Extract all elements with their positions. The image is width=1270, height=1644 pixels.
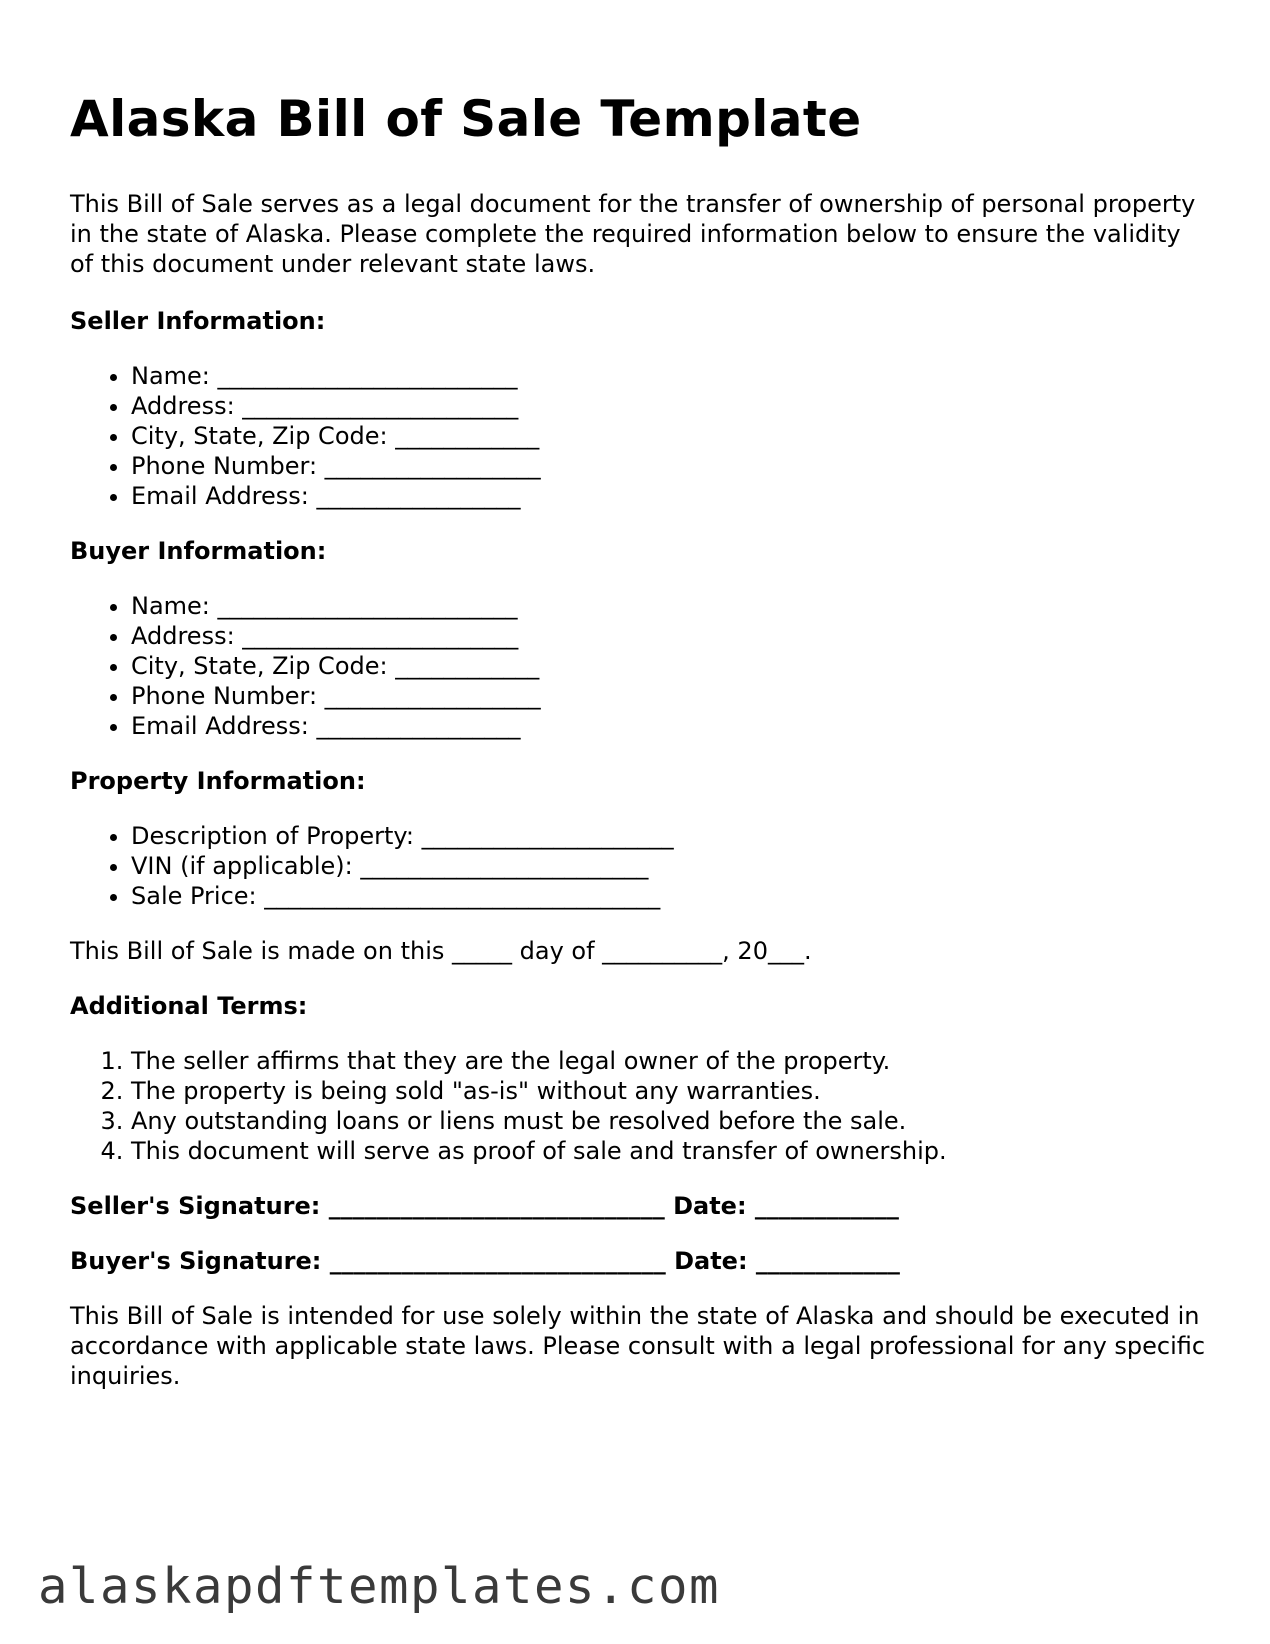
seller-phone-field: • Phone Number: __________________ bbox=[131, 451, 1210, 481]
buyer-email-field: • Email Address: _________________ bbox=[131, 711, 1210, 741]
buyer-section-heading: Buyer Information: bbox=[70, 537, 327, 565]
property-sale-price-field: • Sale Price: _________________________________ bbox=[131, 881, 1210, 911]
buyer-info-list bbox=[70, 591, 1210, 741]
seller-section-heading: Seller Information: bbox=[70, 307, 326, 335]
buyer-signature-line: Buyer's Signature: ____________________________ Date: ____________ bbox=[70, 1247, 900, 1275]
seller-info-list bbox=[70, 361, 1210, 511]
seller-email-field: • Email Address: _________________ bbox=[131, 481, 1210, 511]
buyer-name-field: • Name: _________________________ bbox=[131, 591, 1210, 621]
seller-city-state-zip-field: • City, State, Zip Code: ____________ bbox=[131, 421, 1210, 451]
page-title: Alaska Bill of Sale Template bbox=[70, 90, 862, 148]
footer-paragraph: This Bill of Sale is intended for use solely within the state of Alaska and should be executed in accordance with applicable state laws. Please consult with a legal professional for any specific inquiries. bbox=[70, 1302, 1206, 1390]
terms-list bbox=[70, 1046, 1210, 1166]
seller-name-field: • Name: _________________________ bbox=[131, 361, 1210, 391]
term-item: 2. The property is being sold "as-is" without any warranties. bbox=[131, 1076, 1210, 1106]
term-item: 3. Any outstanding loans or liens must be resolved before the sale. bbox=[131, 1106, 1210, 1136]
property-section-heading: Property Information: bbox=[70, 767, 366, 795]
buyer-phone-field: • Phone Number: __________________ bbox=[131, 681, 1210, 711]
intro-paragraph: This Bill of Sale serves as a legal document for the transfer of ownership of personal property in the state of Alaska. Please complete the required information below to ensure the validity of this document under relevant state laws. bbox=[70, 190, 1196, 278]
seller-signature-line: Seller's Signature: ____________________________ Date: ____________ bbox=[70, 1192, 899, 1220]
buyer-city-state-zip-field: • City, State, Zip Code: ____________ bbox=[131, 651, 1210, 681]
buyer-address-field: • Address: _______________________ bbox=[131, 621, 1210, 651]
term-item: 1. The seller affirms that they are the legal owner of the property. bbox=[131, 1046, 1210, 1076]
terms-section-heading: Additional Terms: bbox=[70, 992, 308, 1020]
document-page bbox=[70, 86, 1210, 1391]
sale-date-line: This Bill of Sale is made on this _____ day of __________, 20___. bbox=[70, 937, 812, 965]
property-vin-field: • VIN (if applicable): ________________________ bbox=[131, 851, 1210, 881]
property-description-field: • Description of Property: _____________________ bbox=[131, 821, 1210, 851]
site-watermark: alaskapdftemplates.com bbox=[38, 1558, 721, 1615]
property-info-list bbox=[70, 821, 1210, 911]
term-item: 4. This document will serve as proof of sale and transfer of ownership. bbox=[131, 1136, 1210, 1166]
seller-address-field: • Address: _______________________ bbox=[131, 391, 1210, 421]
